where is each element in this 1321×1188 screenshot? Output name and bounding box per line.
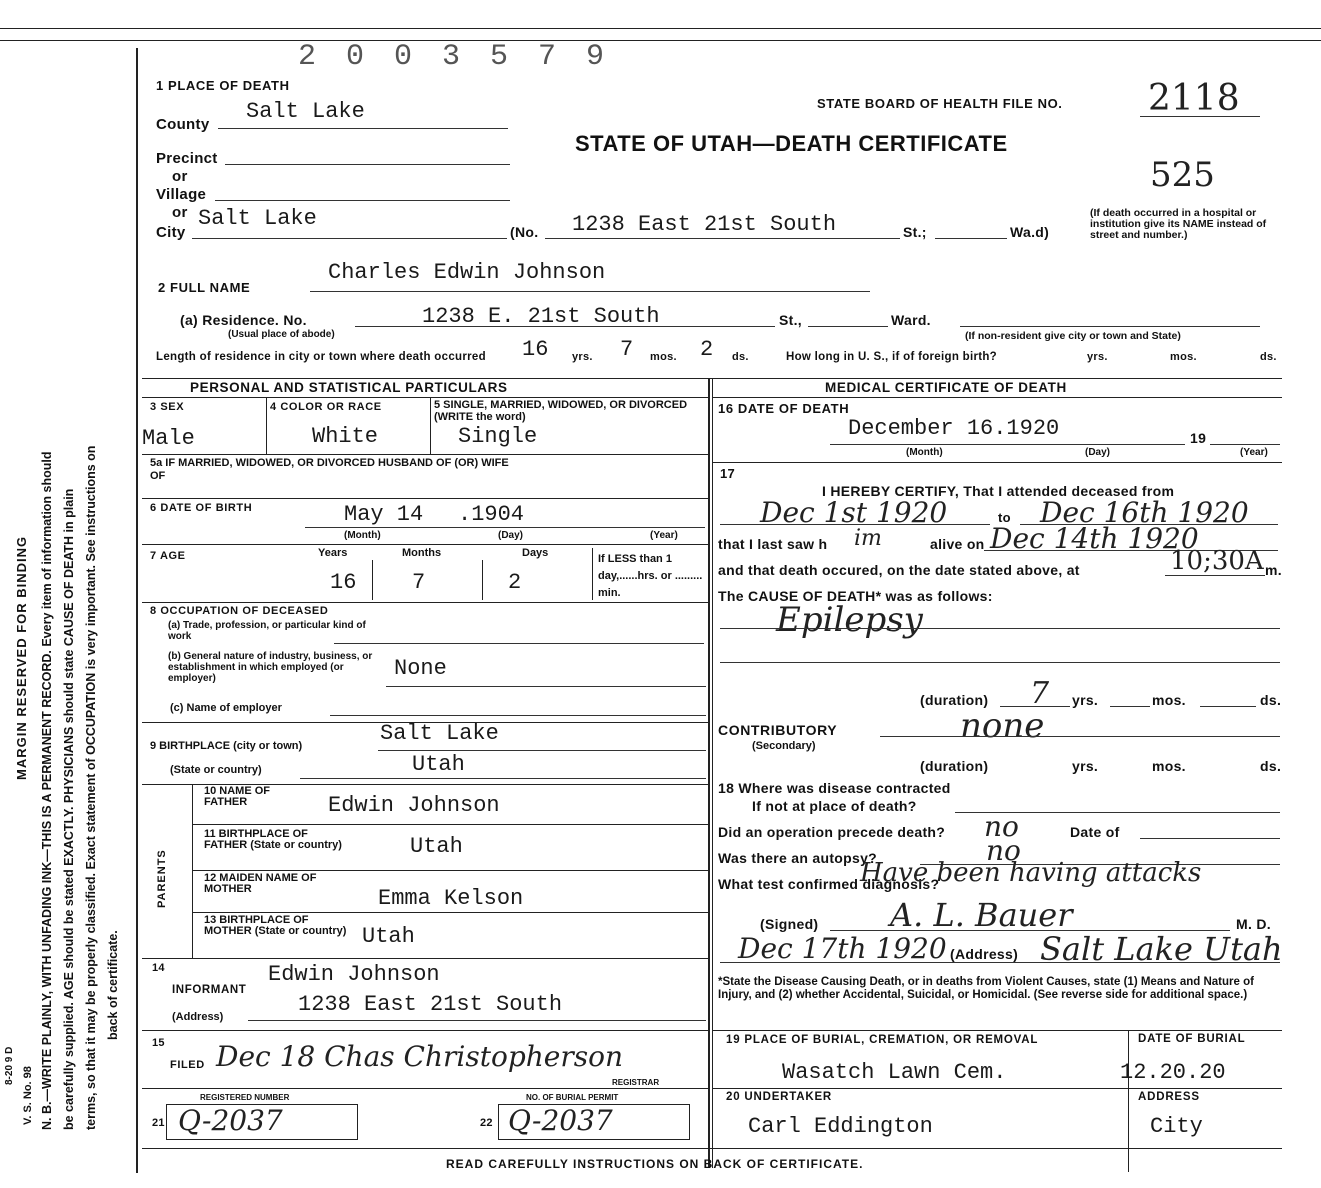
marital-value: Single (458, 424, 538, 449)
foreign-ds-label: ds. (1260, 351, 1277, 363)
duration-mos-label-2: mos. (1152, 758, 1186, 774)
or-label-2: or (172, 204, 188, 221)
mother-name: Emma Kelson (378, 886, 524, 911)
secondary-label: (Secondary) (752, 740, 816, 752)
item-17-label: 17 (720, 466, 736, 481)
age-months: 7 (412, 570, 426, 595)
burial-place: Wasatch Lawn Cem. (782, 1060, 1007, 1085)
alive-on-label: alive on (930, 536, 985, 552)
full-name-value: Charles Edwin Johnson (328, 260, 606, 285)
contributory-label: CONTRIBUTORY (718, 722, 838, 738)
autopsy-label: Was there an autopsy? (718, 850, 878, 866)
duration-mos-label: mos. (1152, 692, 1186, 708)
father-birthplace: Utah (410, 834, 463, 859)
item-15-label: 15 (152, 1037, 165, 1049)
full-name-label: 2 FULL NAME (158, 280, 251, 295)
vs-number: V. S. No. 98 (22, 1066, 34, 1125)
duration-yrs-label-2: yrs. (1072, 758, 1099, 774)
test-diagnosis-label: What test confirmed diagnosis? (718, 876, 940, 892)
street-label: St.; (903, 224, 927, 240)
sex-value: Male (142, 426, 195, 451)
undertaker-address: City (1150, 1114, 1203, 1139)
residence-days: 2 (700, 337, 714, 362)
not-place-of-death-label: If not at place of death? (752, 798, 917, 814)
contributory-cause: none (960, 706, 1045, 746)
sex-label: 3 SEX (150, 401, 185, 413)
foreign-birth-label: How long in U. S., if of foreign birth? (786, 351, 998, 363)
village-label: Village (156, 186, 207, 203)
mother-birthplace: Utah (362, 924, 415, 949)
cause-label: The CAUSE OF DEATH* was as follows: (718, 588, 993, 604)
employer-label: (c) Name of employer (170, 702, 282, 714)
birthplace-city: Salt Lake (380, 721, 499, 746)
foreign-yrs-label: yrs. (1087, 351, 1108, 363)
registered-number: Q-2037 (178, 1104, 283, 1137)
informant-address: 1238 East 21st South (298, 992, 563, 1017)
birthplace-label: 9 BIRTHPLACE (city or town) (150, 740, 303, 752)
personal-heading: PERSONAL AND STATISTICAL PARTICULARS (190, 380, 508, 395)
date-of-death: December 16.1920 (848, 416, 1060, 441)
physician-signature: A. L. Bauer (890, 896, 1073, 934)
color-race-label: 4 COLOR OR RACE (270, 401, 382, 413)
age-days-label: Days (522, 547, 549, 559)
filed-signature: Dec 18 Chas Christopherson (216, 1040, 623, 1073)
dob-month-day: May 14 (344, 502, 424, 527)
parents-label: PARENTS (156, 849, 168, 908)
operation-label: Did an operation precede death? (718, 824, 946, 840)
birthplace-state: Utah (412, 752, 465, 777)
precinct-label: Precinct (156, 150, 218, 167)
last-saw-label: that I last saw h (718, 536, 828, 552)
marital-label: 5 SINGLE, MARRIED, WIDOWED, OR DIVORCED (WRITE the word) (434, 399, 688, 423)
father-name-label: 10 NAME OF FATHER (204, 785, 271, 808)
birthplace-state-label: (State or country) (170, 764, 262, 776)
death-year-label: (Year) (1240, 447, 1268, 458)
burial-permit-number: Q-2037 (508, 1104, 613, 1137)
stamp-number: 2 0 0 3 5 7 9 (298, 40, 611, 74)
residence-months: 7 (620, 337, 634, 362)
street-number-label: (No. (510, 224, 539, 240)
place-of-death-label: 1 PLACE OF DEATH (156, 78, 290, 93)
m-label: m. (1265, 562, 1282, 578)
to-label: to (998, 510, 1011, 525)
date-of-death-label: 16 DATE OF DEATH (718, 401, 850, 416)
occupation-trade-label: (a) Trade, profession, or particular kind of work (168, 620, 366, 642)
undertaker-address-label: ADDRESS (1138, 1091, 1200, 1103)
undertaker-label: 20 UNDERTAKER (726, 1091, 833, 1103)
informant-label: INFORMANT (172, 984, 247, 996)
dob-day-label: (Day) (498, 530, 524, 541)
physician-address: Salt Lake Utah (1040, 930, 1283, 968)
hospital-note: (If death occurred in a hospital or institution give its NAME instead of street and number.) (1090, 207, 1267, 241)
age-years-label: Years (318, 547, 348, 559)
nineteen-label: 19 (1190, 430, 1207, 446)
informant-address-label: (Address) (172, 1011, 224, 1023)
age-label: 7 AGE (150, 550, 186, 562)
last-saw-date: Dec 14th 1920 (990, 522, 1199, 555)
city-value: Salt Lake (198, 206, 317, 231)
mother-birthplace-label: 13 BIRTHPLACE OF MOTHER (State or country) (204, 914, 347, 937)
item-14-label: 14 (152, 962, 165, 974)
foreign-mos-label: mos. (1170, 351, 1197, 363)
disease-contracted-label: 18 Where was disease contracted (718, 780, 951, 796)
less-than-day-label: If LESS than 1 day,......hrs. or ......... min. (598, 553, 703, 599)
age-months-label: Months (402, 547, 442, 559)
medical-heading: MEDICAL CERTIFICATE OF DEATH (825, 380, 1067, 395)
autopsy-value: no (986, 834, 1021, 867)
signed-label: (Signed) (760, 916, 819, 932)
dob-month-label: (Month) (344, 530, 381, 541)
registered-number-label: REGISTERED NUMBER (200, 1093, 290, 1102)
certify-text: I HEREBY CERTIFY, That I attended deceased from (822, 483, 1175, 499)
or-label-1: or (172, 168, 188, 185)
duration-label: (duration) (920, 692, 989, 708)
instructions-line-3: terms, so that it may be properly classified. Exact statement of OCCUPATION is very important. See instructions on (84, 445, 98, 1130)
extra-number: 525 (1150, 155, 1215, 195)
dob-year: .1904 (458, 502, 525, 527)
physician-address-label: (Address) (950, 946, 1019, 962)
residence-street-label: St., (779, 312, 802, 328)
city-label: City (156, 224, 186, 241)
filed-label: FILED (170, 1059, 205, 1071)
time-of-death: 10;30A (1170, 546, 1264, 576)
file-number: 2118 (1148, 78, 1240, 119)
informant-name: Edwin Johnson (268, 962, 440, 987)
occupation-industry-label: (b) General nature of industry, business, or establishment in which employed (or employer) (168, 651, 373, 684)
file-number-label: STATE BOARD OF HEALTH FILE NO. (817, 96, 1063, 111)
duration-ds-label: ds. (1260, 692, 1282, 708)
residence-address: 1238 E. 21st South (422, 304, 660, 329)
nonresident-note: (If non-resident give city or town and State) (965, 330, 1181, 342)
occupation-label: 8 OCCUPATION OF DECEASED (150, 605, 329, 617)
father-name: Edwin Johnson (328, 793, 500, 818)
residence-ward-label: Ward. (891, 312, 931, 328)
death-occured-label: and that death occured, on the date stated above, at (718, 562, 1080, 578)
duration-label-2: (duration) (920, 758, 989, 774)
length-residence-label: Length of residence in city or town where death occurred (156, 351, 486, 363)
residence-label: (a) Residence. No. (180, 312, 307, 328)
dob-year-label: (Year) (650, 530, 678, 541)
death-street-address: 1238 East 21st South (572, 212, 837, 237)
form-number: 8-20 9 D (4, 1046, 15, 1085)
md-label: M. D. (1236, 916, 1271, 932)
duration-ds-label-2: ds. (1260, 758, 1282, 774)
item-21-label: 21 (152, 1117, 165, 1129)
instructions-line-2: be carefully supplied. AGE should be stated EXACTLY. PHYSICIANS should state CAUSE OF DEATH in plain (62, 488, 76, 1130)
attended-from: Dec 1st 1920 (760, 496, 948, 529)
duration-yrs-label: yrs. (1072, 692, 1099, 708)
cause-of-death: Epilepsy (776, 600, 923, 640)
duration-years: 7 (1030, 676, 1050, 711)
ward-label: Wa.d) (1010, 224, 1050, 240)
burial-date-label: DATE OF BURIAL (1138, 1033, 1246, 1045)
occupation-value: None (394, 656, 447, 681)
footnote: *State the Disease Causing Death, or in deaths from Violent Causes, state (1) Means and Nature of Injury, and (2) whether Accidental, Suicidal, or Homicidal. (See reverse side for additional space.) (718, 976, 1254, 1001)
burial-permit-label: NO. OF BURIAL PERMIT (526, 1093, 619, 1102)
binding-margin-label: MARGIN RESERVED FOR BINDING (14, 535, 29, 780)
usual-abode-label: (Usual place of abode) (228, 329, 335, 340)
date-of-label: Date of (1070, 824, 1120, 840)
instructions-line-1: N. B.—WRITE PLAINLY, WITH UNFADING INK—THIS IS A PERMANENT RECORD. Every item of information should (40, 451, 54, 1130)
undertaker-name: Carl Eddington (748, 1114, 933, 1139)
test-diagnosis-value: Have been having attacks (860, 858, 1202, 888)
footer-instructions: READ CAREFULLY INSTRUCTIONS ON BACK OF CERTIFICATE. (446, 1157, 864, 1171)
burial-place-label: 19 PLACE OF BURIAL, CREMATION, OR REMOVAL (726, 1034, 1039, 1046)
signature-date: Dec 17th 1920 (738, 932, 947, 965)
instructions-line-4: back of certificate. (106, 930, 120, 1040)
operation-value: no (984, 810, 1019, 843)
mos-label: mos. (650, 351, 677, 363)
burial-date: 12.20.20 (1120, 1060, 1226, 1085)
yrs-label: yrs. (572, 351, 593, 363)
residence-years: 16 (522, 337, 549, 362)
pronoun-him: im (854, 526, 882, 551)
attended-to: Dec 16th 1920 (1040, 496, 1249, 529)
mother-name-label: 12 MAIDEN NAME OF MOTHER (204, 872, 317, 895)
document-title: STATE OF UTAH—DEATH CERTIFICATE (575, 131, 1008, 156)
age-days: 2 (508, 570, 522, 595)
age-years: 16 (330, 570, 357, 595)
county-label: County (156, 116, 210, 133)
county-value: Salt Lake (246, 99, 365, 124)
death-day-label: (Day) (1085, 447, 1111, 458)
item-22-label: 22 (480, 1117, 493, 1129)
spouse-label: 5a IF MARRIED, WIDOWED, OR DIVORCED HUSBAND OF (OR) WIFE OF (150, 457, 509, 482)
dob-label: 6 DATE OF BIRTH (150, 502, 253, 514)
registrar-label: REGISTRAR (612, 1078, 660, 1087)
death-month-label: (Month) (906, 447, 943, 458)
father-birthplace-label: 11 BIRTHPLACE OF FATHER (State or country) (204, 828, 342, 851)
color-race-value: White (312, 424, 379, 449)
ds-label: ds. (732, 351, 749, 363)
